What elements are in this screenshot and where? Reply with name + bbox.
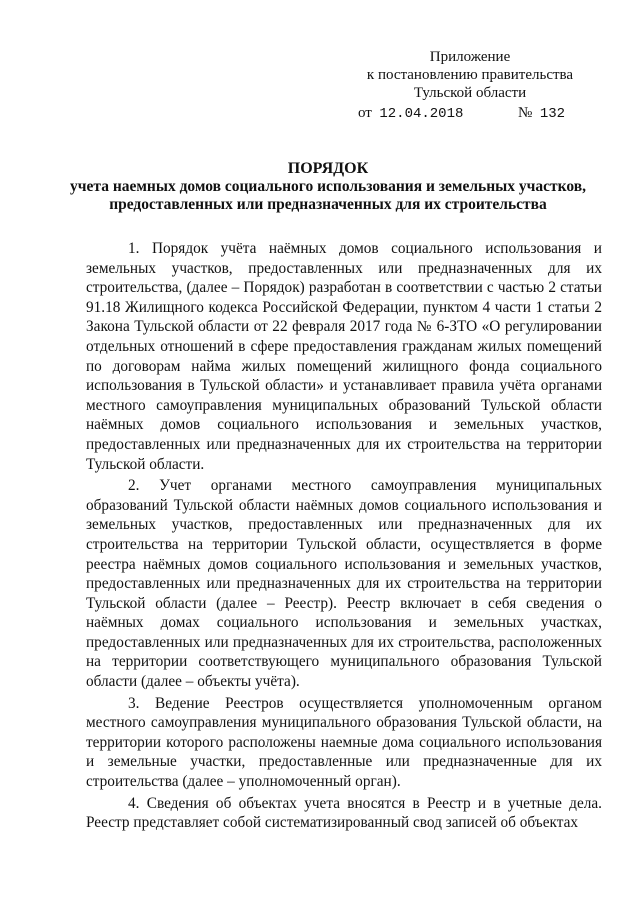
header-line-resolution: к постановлению правительства — [366, 67, 574, 83]
document-meta — [358, 105, 566, 122]
title-subtitle: учета наемных домов социального использования и земельных участков, предоставленных или предназначенных для их строительства — [70, 178, 586, 213]
paragraph-4: 4. Сведения об объектах учета вносятся в Реестр и в учетные дела. Реестр представляет собой систематизированный свод записей об объектах — [86, 794, 602, 832]
paragraph-2: 2. Учет органами местного самоуправления муниципальных образований Тульской области наёмных домов социального использования и земельных участков, предоставленных или предназначенных для их строительства на территории Тульской области, осуществляется в форме реестра наёмных домов социального использования и земельных участков, предоставленных или предназначенных для их строительства на территории Тульской области (далее – Реестр). Реестр включает в себя сведения о наёмных домах социального использования и земельных участках, предоставленных или предназначенных для их строительства, расположенных на территории соответствующего муниципального образования Тульской области (далее – объекты учёта). — [86, 477, 602, 691]
document-title — [60, 160, 596, 214]
document-body — [86, 239, 602, 835]
header-line-region: Тульской области — [413, 85, 527, 101]
header-line-appendix: Приложение — [429, 49, 511, 65]
document-number: 132 — [539, 106, 566, 122]
document-date: 12.04.2018 — [379, 106, 464, 122]
document-header — [330, 48, 610, 102]
date-label: от — [358, 105, 372, 121]
title-main: ПОРЯДОК — [287, 160, 369, 177]
number-label: № — [518, 105, 533, 121]
paragraph-1: 1. Порядок учёта наёмных домов социального использования и земельных участков, предоставленных или предназначенных для их строительства, (далее – Порядок) разработан в соответствии с частью 2 статьи 91.18 Жилищного кодекса Российской Федерации, пунктом 4 части 1 статьи 2 Закона Тульской области от 22 февраля 2017 года № 6-ЗТО «О регулировании отдельных отношений в сфере предоставления гражданам жилых помещений по договорам найма жилых помещений жилищного фонда социального использования в Тульской области» и устанавливает правила учёта органами местного самоуправления муниципальных образований Тульской области наёмных домов социального использования и земельных участков, предоставленных или предназначенных для их строительства на территории Тульской области. — [86, 240, 602, 473]
paragraph-3: 3. Ведение Реестров осуществляется уполномоченным органом местного самоуправления муниципального образования Тульской области, на территории которого расположены наемные дома социального использования и земельные участки, предоставленные или предназначенные для их строительства (далее – уполномоченный орган). — [86, 694, 602, 791]
